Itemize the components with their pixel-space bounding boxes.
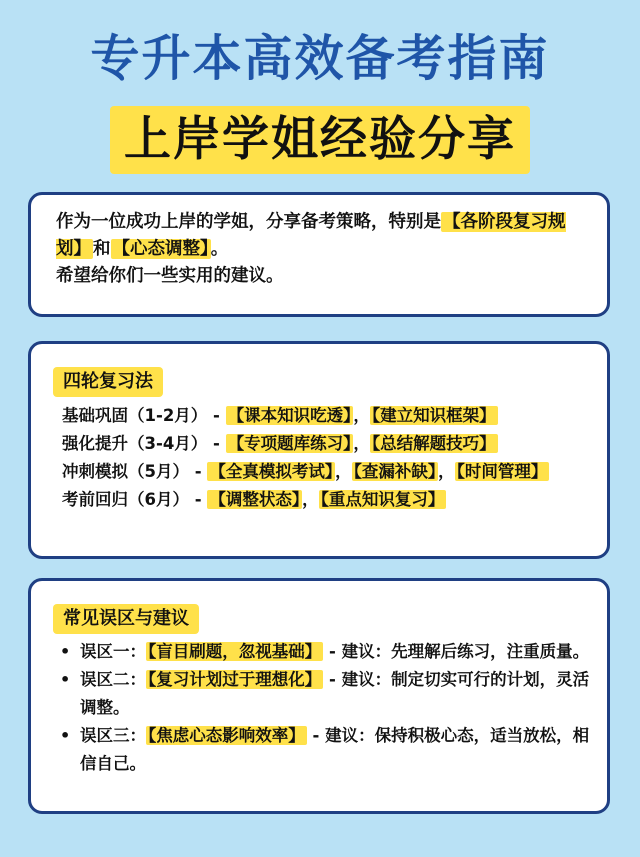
mistake-tag: 【盲目刷题，忽视基础】 [148,642,322,661]
mistake-text [80,666,591,722]
mistakes-card [28,578,610,814]
intro-text-part3: 。 [210,239,229,259]
method-tag: 【调整状态】 [209,490,301,509]
method-tag: 【建立知识框架】 [371,406,496,425]
mistake-text [80,638,591,666]
method-comma: ， [335,462,352,481]
method-sep: - [188,462,208,481]
mistake-label: 误区三： [80,726,146,745]
method-tag: 【时间管理】 [456,462,548,481]
mistake-advice: - 建议：制定切实可行的计划，灵活调整。 [80,670,590,717]
section-title-mistakes: 常见误区与建议 [53,604,199,634]
mistake-advice: - 建议：先理解后练习，注重质量。 [323,642,590,661]
method-stage: 考前回归（6月） [62,490,189,509]
method-tag: 【全真模拟考试】 [209,462,334,481]
mistake-text [80,722,591,778]
mistake-tag: 【焦虑心态影响效率】 [148,726,305,745]
method-tag: 【总结解题技巧】 [371,434,496,453]
method-item [62,430,591,458]
page-subtitle: 上岸学姐经验分享 [110,106,530,174]
mistake-advice: - 建议：保持积极心态，适当放松，相信自己。 [80,726,590,773]
intro-text-part1: 作为一位成功上岸的学姐，分享备考策略，特别是 [56,212,441,232]
review-method-card [28,341,610,559]
page-title: 专升本高效备考指南 [90,30,550,87]
intro-card [28,192,610,317]
method-tag: 【专项题库练习】 [227,434,352,453]
method-tag: 【重点知识复习】 [320,490,445,509]
mistake-label: 误区二： [80,670,146,689]
intro-highlight-stages: 【各阶段复习规划】 [56,212,566,259]
method-item [62,402,591,430]
bullet-icon: • [60,726,71,745]
subtitle-wrapper [0,106,640,174]
list-item [60,638,591,666]
method-stage: 基础巩固（1-2月） [62,406,208,425]
list-item [60,666,591,722]
intro-line2: 希望给你们一些实用的建议。 [56,266,284,286]
method-item [62,486,591,514]
mistake-label: 误区一： [80,642,146,661]
method-stage: 冲刺模拟（5月） [62,462,189,481]
method-tag: 【课本知识吃透】 [227,406,352,425]
method-sep: - [207,406,226,425]
method-sep: - [188,490,208,509]
intro-paragraph [56,209,587,263]
list-item [60,722,591,778]
method-tag: 【查漏补缺】 [353,462,437,481]
method-list [56,402,591,514]
method-comma: ， [438,462,455,481]
bullet-icon: • [60,670,71,689]
method-comma: ， [302,490,319,509]
intro-text-part2: 和 [93,239,111,259]
method-sep: - [207,434,226,453]
section-title-method: 四轮复习法 [53,367,163,397]
bullet-icon: • [60,642,71,661]
intro-highlight-mindset: 【心态调整】 [112,239,209,259]
method-stage: 强化提升（3-4月） [62,434,208,453]
method-comma: ， [353,406,370,425]
method-comma: ， [353,434,370,453]
method-item [62,458,591,486]
mistake-tag: 【复习计划过于理想化】 [148,670,322,689]
mistakes-list [56,638,591,778]
